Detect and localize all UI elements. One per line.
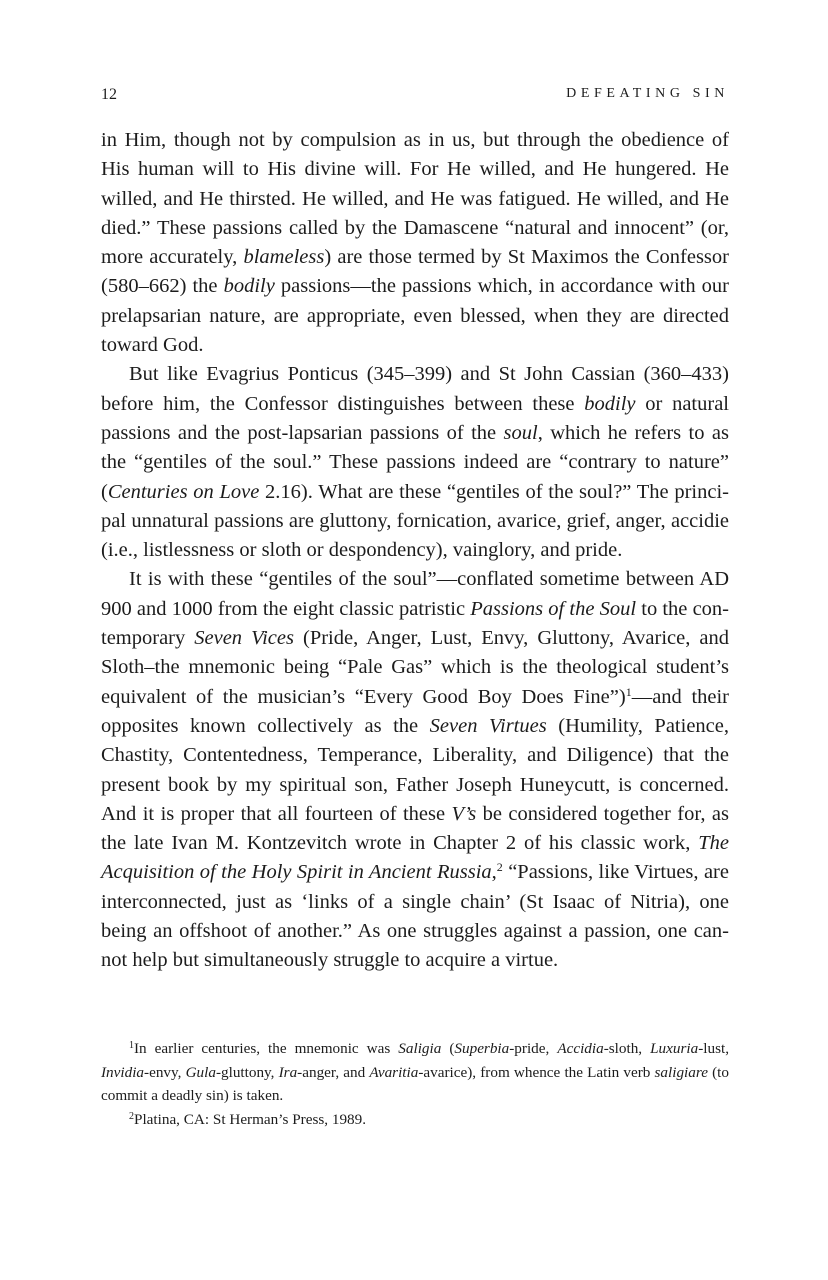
body-text xyxy=(101,126,729,976)
footnote-marker-1: 1 xyxy=(129,1040,134,1051)
paragraph-2: But like Evagrius Ponticus (345–399) and St John Cassian (360–433) before him, the Confessor distinguishes between these bodily or natural passions and the post-lapsarian passions of the soul, which he refers to as the “gentiles of the soul.” These passions indeed are “contrary to nature” (Centuries on Love 2.16). What are these “gentiles of the soul?” The principal unnatural passions are gluttony, fornication, avarice, grief, anger, accidie (i.e., listlessness or sloth or despondency), vainglory, and pride. xyxy=(101,363,730,562)
running-head: DEFEATING SIN xyxy=(566,86,729,101)
footnote-marker-2: 2 xyxy=(129,1110,134,1122)
page-header xyxy=(101,86,729,110)
paragraph-3: It is with these “gentiles of the soul”—conflated sometime between AD 900 and 1000 from the eight classic patristic Passions of the Soul to the contemporary Seven Vices (Pride, Anger, Lust, Envy, Gluttony, Avarice, and Sloth–the mnemonic being “Pale Gas” which is the theological student’s equivalent of the musician’s “Every Good Boy Does Fine”)$^1$—and their opposites known collectively as the Seven Virtues (Humility, Patience, Chastity, Contentedness, Temperance, Liberality, and Diligence) that the present book by my spiritual son, Father Joseph Huneycutt, is concerned. And it is proper that all fourteen of these V’s be considered together for, as the late Ivan M. Kontzevitch wrote in Chapter 2 of his classic work, The Acquisition of the Holy Spirit in Ancient Russia,$^2$ “Passions, like Virtues, are interconnected, just as ‘links of a single chain’ (St Isaac of Nitria), one being an offshoot of another.” As one struggles against a passion, one cannot help but simultaneously struggle to acquire a virtue. xyxy=(101,568,730,972)
page-number: 12 xyxy=(101,86,117,103)
paragraph-1: in Him, though not by compulsion as in us, but through the obedience of His human will to His divine will. For He willed, and He hungered. He willed, and He thirsted. He willed, and He was fatigued. He willed, and He died.” These passions called by the Damascene “natural and innocent” (or, more accurately, blameless) are those termed by St Maximos the Confessor (580–662) the bodily passions—the passions which, in accordance with our prelapsarian nature, are appropriate, even blessed, when they are directed toward God. xyxy=(101,129,729,357)
footnotes xyxy=(101,1037,729,1131)
footnote-2: $^2$Platina, CA: St Herman’s Press, 1989. xyxy=(129,1110,367,1128)
footnote-1: $^1$In earlier centuries, the mnemonic was Saligia (Superbia-pride, Accidia-sloth, Luxuria-lust, Invidia-envy, Gula-gluttony, Ira-anger, and Avaritia-avarice), from whence the Latin verb saligiare (to commit a deadly sin) is taken. xyxy=(101,1040,730,1104)
footnote-ref-1[interactable]: 1 xyxy=(625,684,632,699)
footnote-ref-2[interactable]: 2 xyxy=(496,860,503,875)
